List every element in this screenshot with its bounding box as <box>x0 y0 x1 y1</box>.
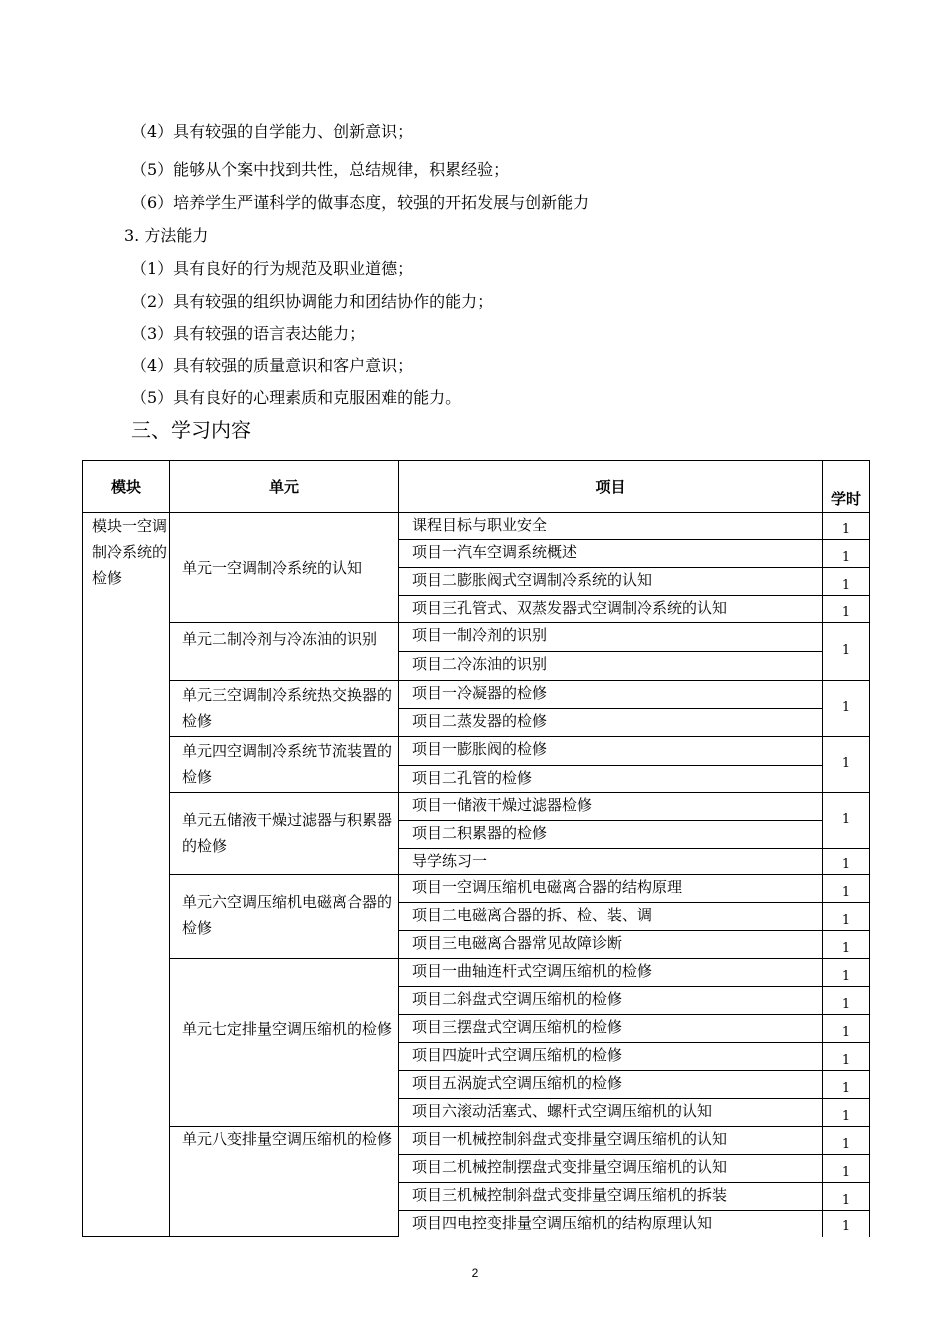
hours-cell: 1 <box>841 1025 851 1040</box>
project-cell: 项目二膨胀阀式空调制冷系统的认知 <box>412 571 653 589</box>
unit-divider <box>169 958 399 959</box>
project-cell: 项目二蒸发器的检修 <box>412 712 548 730</box>
hours-row-divider <box>822 874 870 875</box>
project-row-divider <box>398 680 823 681</box>
hours-cell: 1 <box>841 550 851 565</box>
hours-cell: 1 <box>841 1165 851 1180</box>
hours-row-divider <box>822 792 870 793</box>
method-item-5: （5）具有良好的心理素质和克服困难的能力。 <box>131 388 462 407</box>
unit-divider <box>169 874 399 875</box>
hours-cell: 1 <box>841 812 851 827</box>
project-row-divider <box>398 651 823 652</box>
project-cell: 项目一储液干燥过滤器检修 <box>412 796 593 814</box>
unit-name-8: 单元八变排量空调压缩机的检修 <box>182 1130 393 1148</box>
unit-name-1: 单元一空调制冷系统的认知 <box>182 559 363 577</box>
unit-name-7: 单元七定排量空调压缩机的检修 <box>182 1020 393 1038</box>
hours-row-divider <box>822 622 870 623</box>
project-cell: 导学练习一 <box>412 852 488 870</box>
hours-row-divider <box>822 848 870 849</box>
project-row-divider <box>398 765 823 766</box>
hours-row-divider <box>822 902 870 903</box>
project-cell: 项目二电磁离合器的拆、检、装、调 <box>412 906 653 924</box>
project-row-divider <box>398 848 823 849</box>
project-row-divider <box>398 622 823 623</box>
hours-row-divider <box>822 1098 870 1099</box>
project-cell: 项目一制冷剂的识别 <box>412 626 548 644</box>
project-row-divider <box>398 958 823 959</box>
project-cell: 项目六滚动活塞式、螺杆式空调压缩机的认知 <box>412 1102 713 1120</box>
project-cell: 项目三摆盘式空调压缩机的检修 <box>412 1018 623 1036</box>
project-cell: 项目三孔管式、双蒸发器式空调制冷系统的认知 <box>412 599 728 617</box>
header-project: 项目 <box>595 479 626 496</box>
project-cell: 项目二积累器的检修 <box>412 824 548 842</box>
hours-cell: 1 <box>841 1109 851 1124</box>
project-row-divider <box>398 736 823 737</box>
project-row-divider <box>398 820 823 821</box>
project-cell: 项目四电控变排量空调压缩机的结构原理认知 <box>412 1214 713 1232</box>
project-row-divider <box>398 1154 823 1155</box>
unit-name-2: 单元二制冷剂与冷冻油的识别 <box>182 630 378 648</box>
unit-name-4: 单元四空调制冷系统节流装置的检修 <box>182 742 393 786</box>
project-cell: 项目三机械控制斜盘式变排量空调压缩机的拆装 <box>412 1186 728 1204</box>
ability-item-4: （4）具有较强的自学能力、创新意识； <box>131 122 414 141</box>
hours-row-divider <box>822 1126 870 1127</box>
hours-row-divider <box>822 539 870 540</box>
project-cell: 项目一膨胀阀的检修 <box>412 740 548 758</box>
ability-item-5: （5）能够从个案中找到共性，总结规律，积累经验； <box>131 160 510 179</box>
hours-row-divider <box>822 1042 870 1043</box>
table-border-right <box>869 460 870 1237</box>
hours-cell: 1 <box>841 913 851 928</box>
project-cell: 项目二斜盘式空调压缩机的检修 <box>412 990 623 1008</box>
header-module: 模块 <box>110 479 141 496</box>
project-row-divider <box>398 539 823 540</box>
hours-row-divider <box>822 680 870 681</box>
hours-cell: 1 <box>841 700 851 715</box>
hours-row-divider <box>822 736 870 737</box>
table-header-bottom <box>82 512 870 513</box>
project-row-divider <box>398 1210 823 1211</box>
col-divider-module <box>169 460 170 1237</box>
project-cell: 项目二冷冻油的识别 <box>412 655 548 673</box>
hours-row-divider <box>822 1014 870 1015</box>
unit-name-5: 单元五储液干燥过滤器与积累器的检修 <box>182 811 393 855</box>
hours-row-divider <box>822 595 870 596</box>
project-row-divider <box>398 986 823 987</box>
hours-cell: 1 <box>841 643 851 658</box>
table-border-bottom <box>82 1236 398 1237</box>
project-row-divider <box>398 930 823 931</box>
project-row-divider <box>398 1182 823 1183</box>
project-row-divider <box>398 874 823 875</box>
hours-cell: 1 <box>841 1081 851 1096</box>
project-row-divider <box>398 1070 823 1071</box>
hours-cell: 1 <box>841 1053 851 1068</box>
hours-row-divider <box>822 930 870 931</box>
table-border-top <box>82 460 870 461</box>
module-name: 模块一空调制冷系统的检修 <box>92 517 168 587</box>
project-row-divider <box>398 1126 823 1127</box>
hours-cell: 1 <box>841 522 851 537</box>
hours-cell: 1 <box>841 1137 851 1152</box>
project-row-divider <box>398 792 823 793</box>
unit-name-3: 单元三空调制冷系统热交换器的检修 <box>182 686 393 730</box>
hours-row-divider <box>822 1070 870 1071</box>
project-cell: 项目五涡旋式空调压缩机的检修 <box>412 1074 623 1092</box>
method-ability-heading: 3. 方法能力 <box>124 226 209 245</box>
unit-name-6: 单元六空调压缩机电磁离合器的检修 <box>182 893 393 937</box>
project-row-divider <box>398 1042 823 1043</box>
method-item-1: （1）具有良好的行为规范及职业道德； <box>131 259 414 278</box>
project-cell: 项目二机械控制摆盘式变排量空调压缩机的认知 <box>412 1158 728 1176</box>
project-cell: 课程目标与职业安全 <box>412 516 548 534</box>
method-item-4: （4）具有较强的质量意识和客户意识； <box>131 356 414 375</box>
unit-divider <box>169 622 399 623</box>
ability-item-6: （6）培养学生严谨科学的做事态度，较强的开拓发展与创新能力 <box>131 193 590 212</box>
hours-row-divider <box>822 958 870 959</box>
hours-cell: 1 <box>841 969 851 984</box>
unit-divider <box>169 736 399 737</box>
method-item-2: （2）具有较强的组织协调能力和团结协作的能力； <box>131 292 494 311</box>
project-row-divider <box>398 595 823 596</box>
project-row-divider <box>398 1014 823 1015</box>
section-title: 三、学习内容 <box>131 418 251 442</box>
hours-cell: 1 <box>841 997 851 1012</box>
project-cell: 项目三电磁离合器常见故障诊断 <box>412 934 623 952</box>
unit-divider <box>169 1126 399 1127</box>
project-cell: 项目一汽车空调系统概述 <box>412 543 578 561</box>
hours-row-divider <box>822 567 870 568</box>
project-cell: 项目一曲轴连杆式空调压缩机的检修 <box>412 962 653 980</box>
hours-row-divider <box>822 1210 870 1211</box>
project-cell: 项目一冷凝器的检修 <box>412 684 548 702</box>
method-item-3: （3）具有较强的语言表达能力； <box>131 324 366 343</box>
project-row-divider <box>398 1098 823 1099</box>
project-row-divider <box>398 708 823 709</box>
hours-cell: 1 <box>841 578 851 593</box>
hours-cell: 1 <box>841 605 851 620</box>
header-unit: 单元 <box>268 479 299 496</box>
project-cell: 项目二孔管的检修 <box>412 769 533 787</box>
unit-divider <box>169 680 399 681</box>
hours-cell: 1 <box>841 941 851 956</box>
project-row-divider <box>398 902 823 903</box>
hours-cell: 1 <box>841 885 851 900</box>
project-cell: 项目一空调压缩机电磁离合器的结构原理 <box>412 878 683 896</box>
table-border-left <box>82 460 83 1237</box>
project-cell: 项目一机械控制斜盘式变排量空调压缩机的认知 <box>412 1130 728 1148</box>
page-number: 2 <box>471 1266 479 1280</box>
unit-divider <box>169 792 399 793</box>
hours-cell: 1 <box>841 1193 851 1208</box>
hours-cell: 1 <box>841 857 851 872</box>
hours-row-divider <box>822 986 870 987</box>
col-divider-project <box>822 460 823 1237</box>
header-hours: 学时 <box>830 491 861 508</box>
project-row-divider <box>398 567 823 568</box>
hours-cell: 1 <box>841 1219 851 1234</box>
hours-cell: 1 <box>841 756 851 771</box>
hours-row-divider <box>822 1182 870 1183</box>
project-cell: 项目四旋叶式空调压缩机的检修 <box>412 1046 623 1064</box>
col-divider-unit <box>398 460 399 1237</box>
hours-row-divider <box>822 1154 870 1155</box>
